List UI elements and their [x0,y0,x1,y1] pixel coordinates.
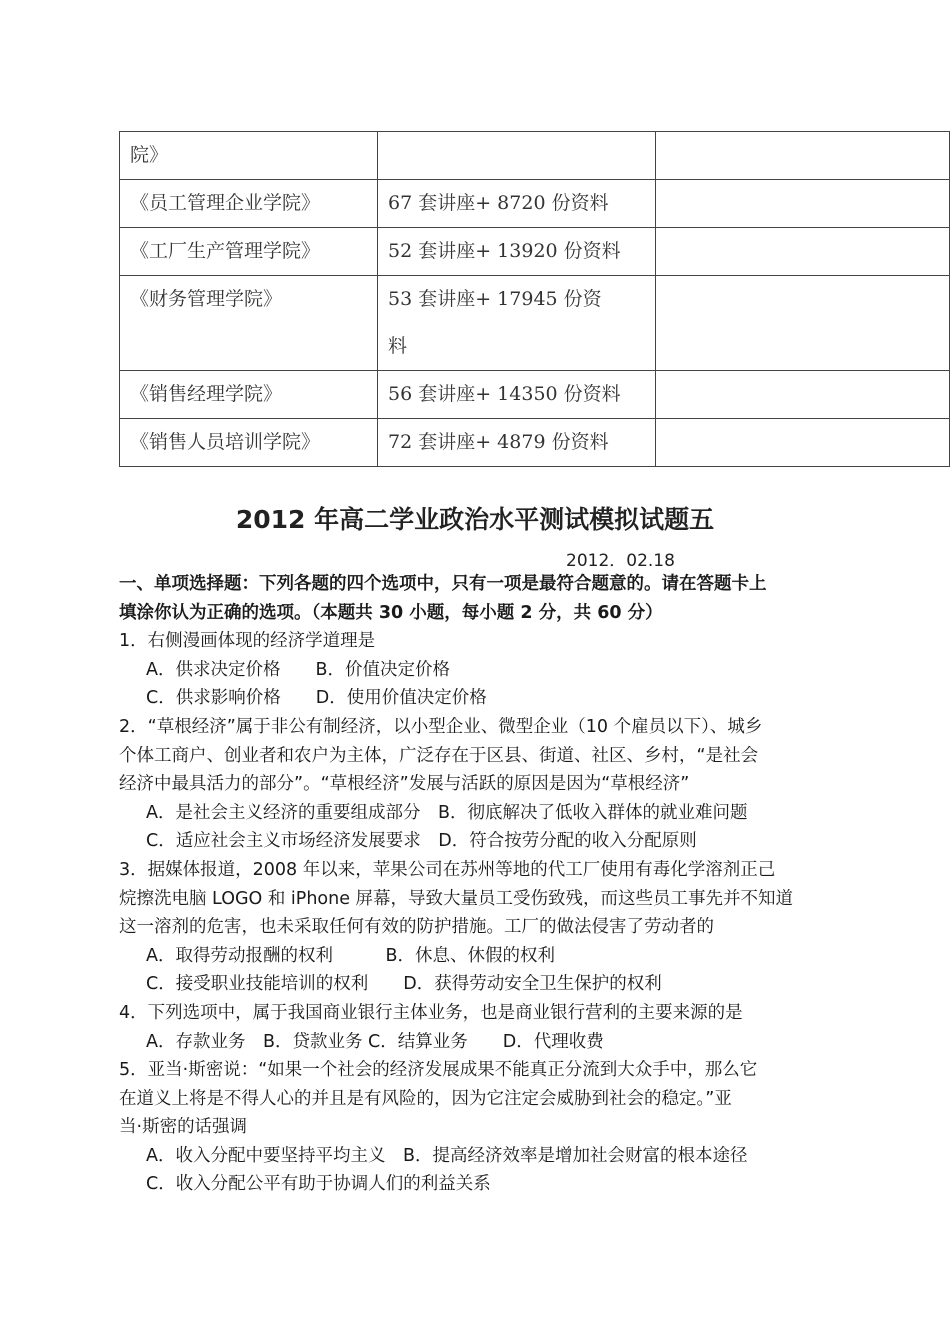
question-options: C．接受职业技能培训的权利 D．获得劳动安全卫生保护的权利 [146,974,662,995]
question-options: C．收入分配公平有助于协调人们的利益关系 [146,1174,491,1195]
table-row [120,228,950,276]
question-stem: 5．亚当·斯密说：“如果一个社会的经济发展成果不能真正分流到大众手中，那么它 [119,1060,758,1081]
exam-content [119,570,839,1199]
table-cell-name: 院》 [120,132,378,180]
question-options: A．取得劳动报酬的权利 B．休息、休假的权利 [146,945,555,966]
section-heading-line: 填涂你认为正确的选项。（本题共 30 小题，每小题 2 分，共 60 分） [119,602,663,623]
table-cell-note [656,276,950,371]
table-cell-name: 《销售经理学院》 [120,371,378,419]
table-cell-count-line2: 料 [388,335,408,357]
table-cell-note [656,180,950,228]
question-options: C．适应社会主义市场经济发展要求 D．符合按劳分配的收入分配原则 [146,831,697,852]
table-cell-count [378,276,656,371]
table-cell-note [656,419,950,467]
table-cell-count: 72 套讲座+ 4879 份资料 [378,419,656,467]
table-cell-count: 52 套讲座+ 13920 份资料 [378,228,656,276]
table-cell-count-line1: 53 套讲座+ 17945 份资 [388,288,602,310]
table-row [120,180,950,228]
table-row [120,132,950,180]
question-stem: 1．右侧漫画体现的经济学道理是 [119,631,376,652]
table-row [120,276,950,371]
table-cell-note [656,371,950,419]
question-stem: 这一溶剂的危害，也未采取任何有效的防护措施。工厂的做法侵害了劳动者的 [119,917,714,938]
question-stem: 4．下列选项中，属于我国商业银行主体业务，也是商业银行营利的主要来源的是 [119,1002,743,1023]
table-cell-note [656,228,950,276]
question-stem: 3．据媒体报道，2008 年以来，苹果公司在苏州等地的代工厂使用有毒化学溶剂正己 [119,859,776,880]
table-row [120,371,950,419]
table-cell-name: 《工厂生产管理学院》 [120,228,378,276]
table-cell-count: 67 套讲座+ 8720 份资料 [378,180,656,228]
question-options: C．供求影响价格 D．使用价值决定价格 [146,688,487,709]
question-options: A．供求决定价格 B．价值决定价格 [146,659,450,680]
table-cell-note [656,132,950,180]
table-cell-name: 《财务管理学院》 [120,276,378,371]
question-options: A．是社会主义经济的重要组成部分 B．彻底解决了低收入群体的就业难问题 [146,802,748,823]
question-options: A．存款业务 B．贷款业务 C．结算业务 D．代理收费 [146,1031,604,1052]
exam-date: 2012．02.18 [566,551,675,571]
question-stem: 经济中最具活力的部分”。“草根经济”发展与活跃的原因是因为“草根经济” [119,774,690,795]
question-options: A．收入分配中要坚持平均主义 B．提高经济效率是增加社会财富的根本途径 [146,1145,748,1166]
exam-title: 2012 年高二学业政治水平测试模拟试题五 [235,505,715,534]
question-stem: 当·斯密的话强调 [119,1117,248,1138]
question-stem: 个体工商户、创业者和农户为主体，广泛存在于区县、街道、社区、乡村，“是社会 [119,745,759,766]
table-cell-name: 《销售人员培训学院》 [120,419,378,467]
table-cell-count: 56 套讲座+ 14350 份资料 [378,371,656,419]
section-heading-line: 一、单项选择题：下列各题的四个选项中，只有一项是最符合题意的。请在答题卡上 [119,574,767,594]
table-row [120,419,950,467]
table-cell-count [378,132,656,180]
question-stem: 在道义上将是不得人心的并且是有风险的，因为它注定会威胁到社会的稳定。”亚 [119,1088,732,1109]
catalog-table [119,131,950,467]
table-cell-name: 《员工管理企业学院》 [120,180,378,228]
question-stem: 2．“草根经济”属于非公有制经济，以小型企业、微型企业（10 个雇员以下）、城乡 [119,716,763,737]
question-stem: 烷擦洗电脑 LOGO 和 iPhone 屏幕，导致大量员工受伤致残，而这些员工事先并不知道 [119,888,794,909]
